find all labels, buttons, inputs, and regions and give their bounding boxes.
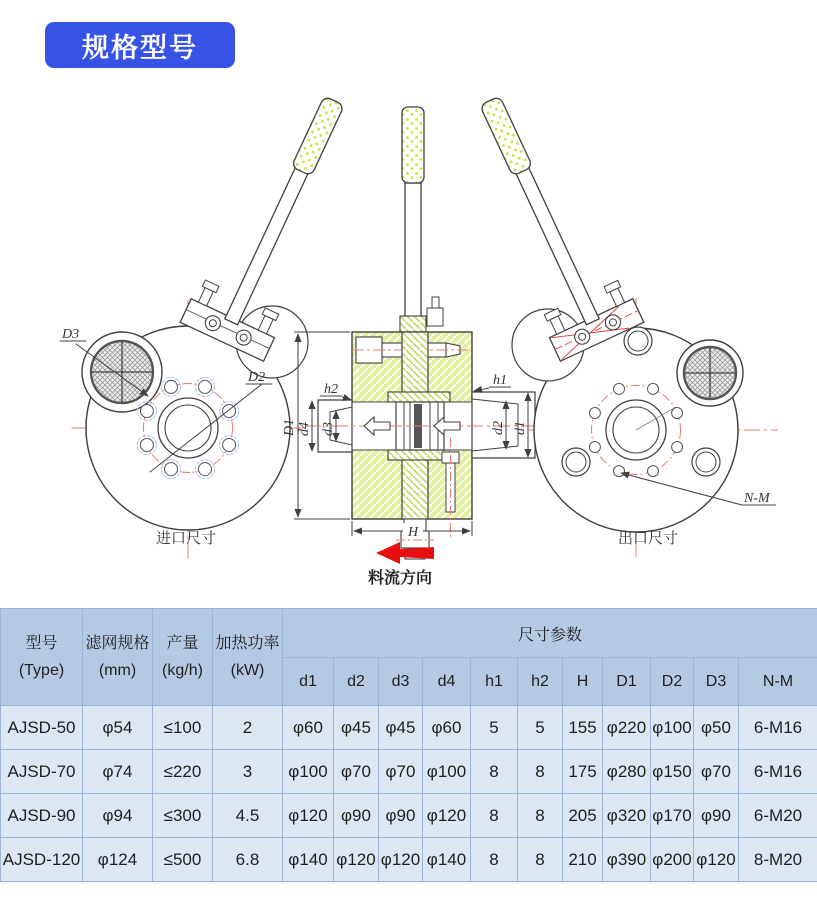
cell: 6-M16: [739, 750, 817, 794]
cell: φ120: [423, 794, 471, 838]
cell: 8-M20: [739, 838, 817, 882]
slide-piston-lower: [402, 458, 428, 519]
header-NM: N-M: [739, 658, 817, 706]
header-H: H: [563, 658, 603, 706]
cell: φ120: [694, 838, 739, 882]
header-output: [153, 609, 213, 706]
label-D3: D3: [62, 327, 80, 342]
handle-grip: [291, 96, 344, 176]
cell: 8: [518, 838, 563, 882]
header-D1: D1: [603, 658, 651, 706]
side-bolt: [427, 308, 443, 326]
cell: φ90: [379, 794, 423, 838]
outlet-caption: 出口尺寸: [617, 530, 679, 547]
cell: 3: [213, 750, 283, 794]
cell: ≤220: [153, 750, 213, 794]
cell: 6-M16: [739, 706, 817, 750]
cell: 155: [563, 706, 603, 750]
table-row: [1, 794, 817, 838]
cell: 175: [563, 750, 603, 794]
cell-model: AJSD-120: [1, 838, 83, 882]
cell: ≤100: [153, 706, 213, 750]
outlet-view: [448, 81, 778, 560]
label-D1: D1: [282, 418, 297, 436]
header-type-cn: 型号: [25, 634, 58, 652]
cell: φ90: [334, 794, 379, 838]
section-handle: [400, 107, 443, 334]
header-screen-unit: (mm): [98, 662, 137, 679]
table-row: [1, 838, 817, 882]
cell: 6-M20: [739, 794, 817, 838]
inlet-bore-inner: [165, 405, 211, 451]
header-row-1: [1, 609, 817, 658]
header-type-en: (Type): [18, 662, 65, 679]
cell: φ390: [603, 838, 651, 882]
header-d3: d3: [379, 658, 423, 706]
cell: φ45: [334, 706, 379, 750]
header-d2: d2: [334, 658, 379, 706]
header-d4: d4: [423, 658, 471, 706]
header-type: [1, 609, 83, 706]
section-title-badge: 规格型号: [45, 22, 235, 68]
cell: 205: [563, 794, 603, 838]
cell: φ170: [651, 794, 694, 838]
cell-model: AJSD-90: [1, 794, 83, 838]
header-output-unit: (kg/h): [162, 662, 203, 679]
cell: φ200: [651, 838, 694, 882]
cell: φ100: [283, 750, 334, 794]
label-d1: d1: [513, 421, 528, 435]
cell: φ70: [334, 750, 379, 794]
cell: φ140: [283, 838, 334, 882]
header-h1: h1: [471, 658, 518, 706]
cell: φ70: [694, 750, 739, 794]
label-h2: h2: [324, 382, 338, 397]
cell: ≤500: [153, 838, 213, 882]
label-h1: h1: [493, 373, 507, 388]
label-d2: d2: [491, 421, 506, 435]
technical-drawing: [0, 60, 817, 605]
cell: φ94: [83, 794, 153, 838]
cell-model: AJSD-50: [1, 706, 83, 750]
cell: 210: [563, 838, 603, 882]
cell: 8: [518, 794, 563, 838]
header-d1: d1: [283, 658, 334, 706]
slide-piston-upper: [402, 332, 428, 394]
header-output-cn: 产量: [166, 634, 199, 652]
cell: φ100: [651, 706, 694, 750]
header-D2: D2: [651, 658, 694, 706]
cell: φ140: [423, 838, 471, 882]
cell: 8: [518, 750, 563, 794]
header-screen-cn: 滤网规格: [85, 634, 150, 652]
cell: φ90: [694, 794, 739, 838]
table-row: [1, 706, 817, 750]
inlet-caption: 进口尺寸: [155, 530, 217, 547]
handle-shaft: [405, 183, 421, 318]
cell: 4.5: [213, 794, 283, 838]
header-dimension-group: 尺寸参数: [283, 609, 817, 658]
cell: φ54: [83, 706, 153, 750]
header-screen-size: [83, 609, 153, 706]
spec-table: [0, 608, 817, 882]
section-view: [282, 107, 550, 587]
side-bolt-stem: [432, 297, 439, 308]
header-power-unit: (kW): [230, 662, 265, 679]
cell: 2: [213, 706, 283, 750]
cell: ≤300: [153, 794, 213, 838]
sensor-stem: [446, 463, 455, 512]
outlet-handle: [448, 81, 644, 361]
cell: φ280: [603, 750, 651, 794]
cell: φ124: [83, 838, 153, 882]
flow-direction-caption: 料流方向: [367, 570, 433, 587]
cell: φ100: [423, 750, 471, 794]
cell: φ120: [379, 838, 423, 882]
label-NM: N-M: [744, 491, 770, 506]
header-heating-power: [213, 609, 283, 706]
handle-grip: [480, 96, 533, 176]
cell-model: AJSD-70: [1, 750, 83, 794]
handle-shaft: [515, 165, 600, 325]
label-d3: d3: [321, 422, 336, 436]
header-h2: h2: [518, 658, 563, 706]
cell: φ320: [603, 794, 651, 838]
cell: φ60: [283, 706, 334, 750]
label-H: H: [407, 525, 419, 540]
table-row: [1, 750, 817, 794]
cell: 5: [518, 706, 563, 750]
label-D2: D2: [248, 370, 266, 385]
cell: 8: [471, 838, 518, 882]
cell: φ120: [283, 794, 334, 838]
cell: φ70: [379, 750, 423, 794]
header-D3: D3: [694, 658, 739, 706]
cell: φ50: [694, 706, 739, 750]
label-d4: d4: [297, 422, 312, 436]
inlet-view: [60, 81, 376, 558]
cell: 8: [471, 750, 518, 794]
cell: φ45: [379, 706, 423, 750]
handle-shaft: [225, 165, 310, 325]
cell: 8: [471, 794, 518, 838]
cell: φ150: [651, 750, 694, 794]
header-power-cn: 加热功率: [215, 634, 280, 652]
cell: φ74: [83, 750, 153, 794]
cell: 5: [471, 706, 518, 750]
cell: φ120: [334, 838, 379, 882]
cell: φ60: [423, 706, 471, 750]
cell: 6.8: [213, 838, 283, 882]
cell: φ220: [603, 706, 651, 750]
handle-grip: [402, 107, 424, 183]
